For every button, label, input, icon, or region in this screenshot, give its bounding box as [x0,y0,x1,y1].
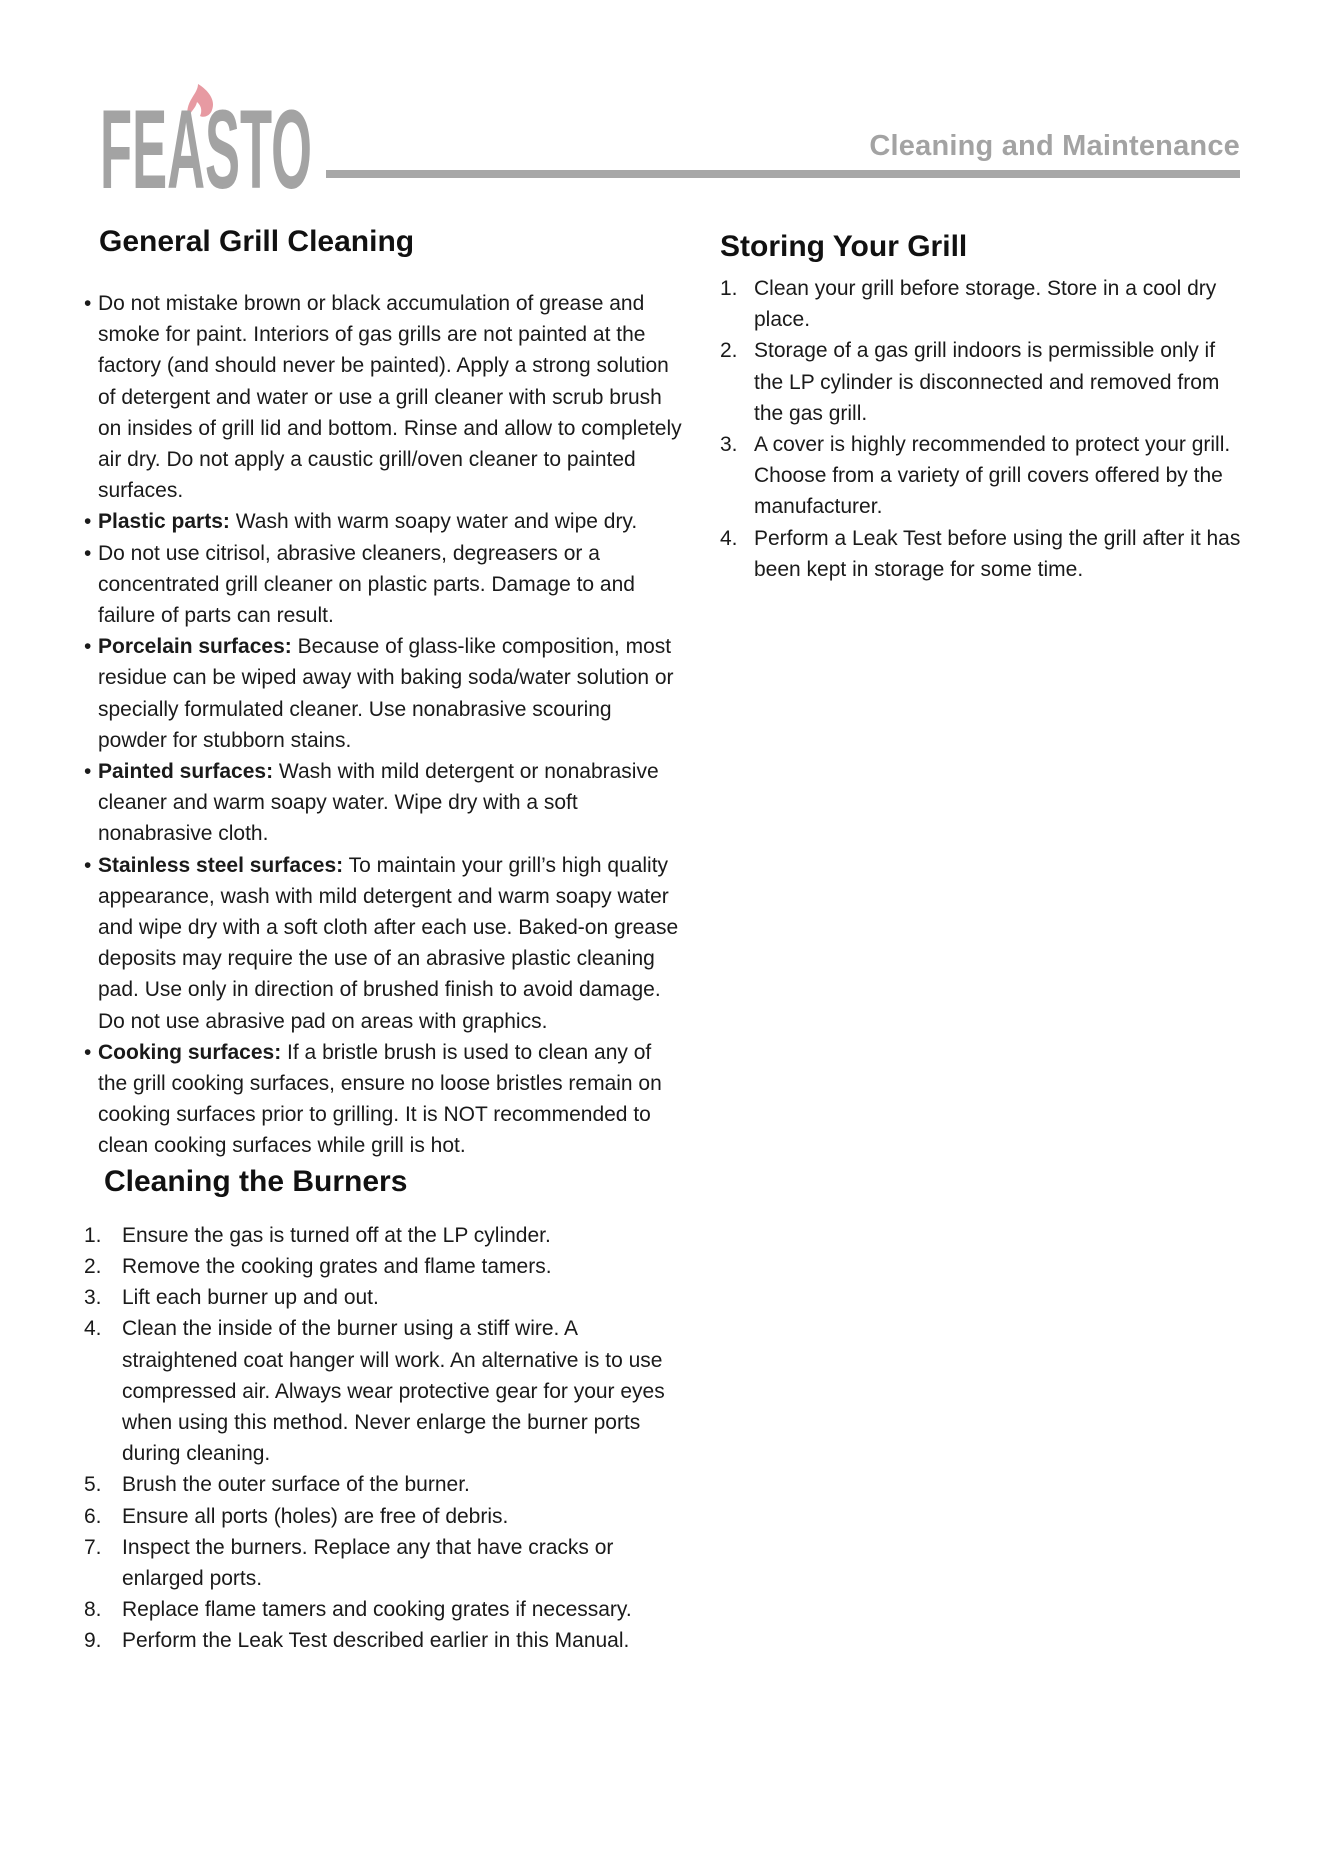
list-item [84,1625,684,1656]
step-number: 4. [84,1317,102,1341]
step-text: Inspect the burners. Replace any that have cracks or enlarged ports. [122,1535,614,1590]
list-item [84,1282,684,1313]
left-column [84,222,684,1657]
item-text: Do not mistake brown or black accumulation of grease and smoke for paint. Interiors of gas grills are not painted at the factory (and should never be painted). Apply a strong solution of detergent and water or use a grill cleaner with scrub brush on insides of grill lid and bottom. Rinse and allow to completely air dry. Do not apply a caustic grill/oven cleaner to painted surfaces. [98,292,682,503]
step-number: 3. [720,433,738,457]
storing-grill-heading: Storing Your Grill [720,230,968,263]
list-item [720,273,1250,335]
list-item [84,1469,684,1500]
step-text: Ensure all ports (holes) are free of debris. [122,1504,509,1528]
feasto-logo [98,78,318,212]
right-column [720,227,1250,585]
item-lead: Cooking surfaces: [98,1040,282,1064]
step-number: 6. [84,1504,102,1528]
step-text: Ensure the gas is turned off at the LP cylinder. [122,1223,551,1247]
step-number: 8. [84,1598,102,1622]
burner-steps-list [84,1220,684,1657]
item-lead: Porcelain surfaces: [98,635,292,659]
step-number: 9. [84,1629,102,1653]
list-item [84,1532,684,1594]
general-cleaning-heading: General Grill Cleaning [99,225,415,258]
list-item [720,523,1250,585]
item-text: Wash with warm soapy water and wipe dry. [229,510,638,534]
list-item [84,1313,684,1469]
step-number: 2. [720,339,738,363]
general-cleaning-list [84,288,684,1162]
step-text: Lift each burner up and out. [122,1286,379,1310]
list-item [84,1594,684,1625]
item-text: Wash with mild detergent or nonabrasive cleaner and warm soapy water. Wipe dry with a soft nonabrasive cloth. [98,760,659,846]
step-text: Clean your grill before storage. Store in a cool dry place. [754,277,1217,332]
step-text: Storage of a gas grill indoors is permissible only if the LP cylinder is disconnected and removed from the gas grill. [754,339,1220,425]
item-lead: Painted surfaces: [98,760,274,784]
brand-logo [98,78,318,212]
list-item [84,1501,684,1532]
item-text: Do not use citrisol, abrasive cleaners, degreasers or a concentrated grill cleaner on plastic parts. Damage to and failure of parts can result. [98,541,635,628]
step-number: 4. [720,526,738,550]
header-rule [326,170,1240,178]
step-number: 3. [84,1286,102,1310]
list-item: • Painted surfaces: Wash with mild detergent or nonabrasive cleaner and warm soapy water. Wipe dry with a soft nonabrasive cloth. [84,760,659,846]
list-item: • Do not mistake brown or black accumulation of grease and smoke for paint. Interiors of gas grills are not painted at the factory (and should never be painted). Apply a strong solution of detergent and water or use a grill cleaner with scrub brush on insides of grill lid and bottom. Rinse and allow to completely air dry. Do not apply a caustic grill/oven cleaner to painted surfaces. [84,292,682,503]
list-item: • Stainless steel surfaces: To maintain your grill’s high quality appearance, wash with mild detergent and warm soapy water and wipe dry with a soft cloth after each use. Baked-on grease deposits may require the use of an abrasive plastic cleaning pad. Use only in direction of brushed finish to avoid damage. Do not use abrasive pad on areas with graphics. [84,853,679,1033]
step-text: Brush the outer surface of the burner. [122,1473,470,1497]
item-text: Because of glass-like composition, most residue can be wiped away with baking soda/water solution or specially formulated cleaner. Use nonabrasive scouring powder for stubborn stains. [98,635,674,752]
step-text: Replace flame tamers and cooking grates if necessary. [122,1598,632,1622]
step-number: 2. [84,1254,102,1278]
list-item [84,1251,684,1282]
step-text: Perform a Leak Test before using the grill after it has been kept in storage for some time. [754,526,1241,581]
step-text: Remove the cooking grates and flame tamers. [122,1254,552,1278]
section-title: Cleaning and Maintenance [869,130,1240,162]
list-item [720,335,1250,429]
step-number: 7. [84,1535,102,1559]
step-number: 5. [84,1473,102,1497]
cleaning-burners-heading: Cleaning the Burners [104,1164,408,1198]
item-text: To maintain your grill’s high quality appearance, wash with mild detergent and warm soapy water and wipe dry with a soft cloth after each use. Baked-on grease deposits may require the use of an abrasive plastic cleaning pad. Use only in direction of brushed finish to avoid damage. Do not use abrasive pad on areas with graphics. [98,853,679,1033]
step-text: Clean the inside of the burner using a stiff wire. A straightened coat hanger will work. An alternative is to use compressed air. Always wear protective gear for your eyes when using this method. Never enlarge the burner ports during cleaning. [122,1317,665,1466]
step-number: 1. [720,277,738,300]
list-item: • Do not use citrisol, abrasive cleaners, degreasers or a concentrated grill cleaner on plastic parts. Damage to and failure of parts can result. [84,541,635,628]
list-item [720,429,1250,523]
step-number: 1. [84,1223,102,1247]
step-text: Perform the Leak Test described earlier in this Manual. [122,1629,630,1653]
step-text: A cover is highly recommended to protect your grill. Choose from a variety of grill covers offered by the manufacturer. [754,433,1231,519]
brand-wordmark: FEASTO [100,87,312,212]
list-item [84,1220,684,1251]
item-lead: Plastic parts: [98,510,230,534]
list-item: • Plastic parts: Wash with warm soapy water and wipe dry. [84,510,638,534]
item-text: If a bristle brush is used to clean any of the grill cooking surfaces, ensure no loose bristles remain on cooking surfaces prior to grilling. It is NOT recommended to clean cooking surfaces while grill is hot. [98,1040,662,1158]
storage-steps-list [720,273,1250,585]
list-item: • Porcelain surfaces: Because of glass-like composition, most residue can be wiped away with baking soda/water solution or specially formulated cleaner. Use nonabrasive scouring powder for stubborn stains. [84,635,674,752]
item-lead: Stainless steel surfaces: [98,853,344,877]
list-item: • Cooking surfaces: If a bristle brush is used to clean any of the grill cooking surfaces, ensure no loose bristles remain on cooking surfaces prior to grilling. It is NOT recommended to clean cooking surfaces while grill is hot. [84,1040,662,1158]
